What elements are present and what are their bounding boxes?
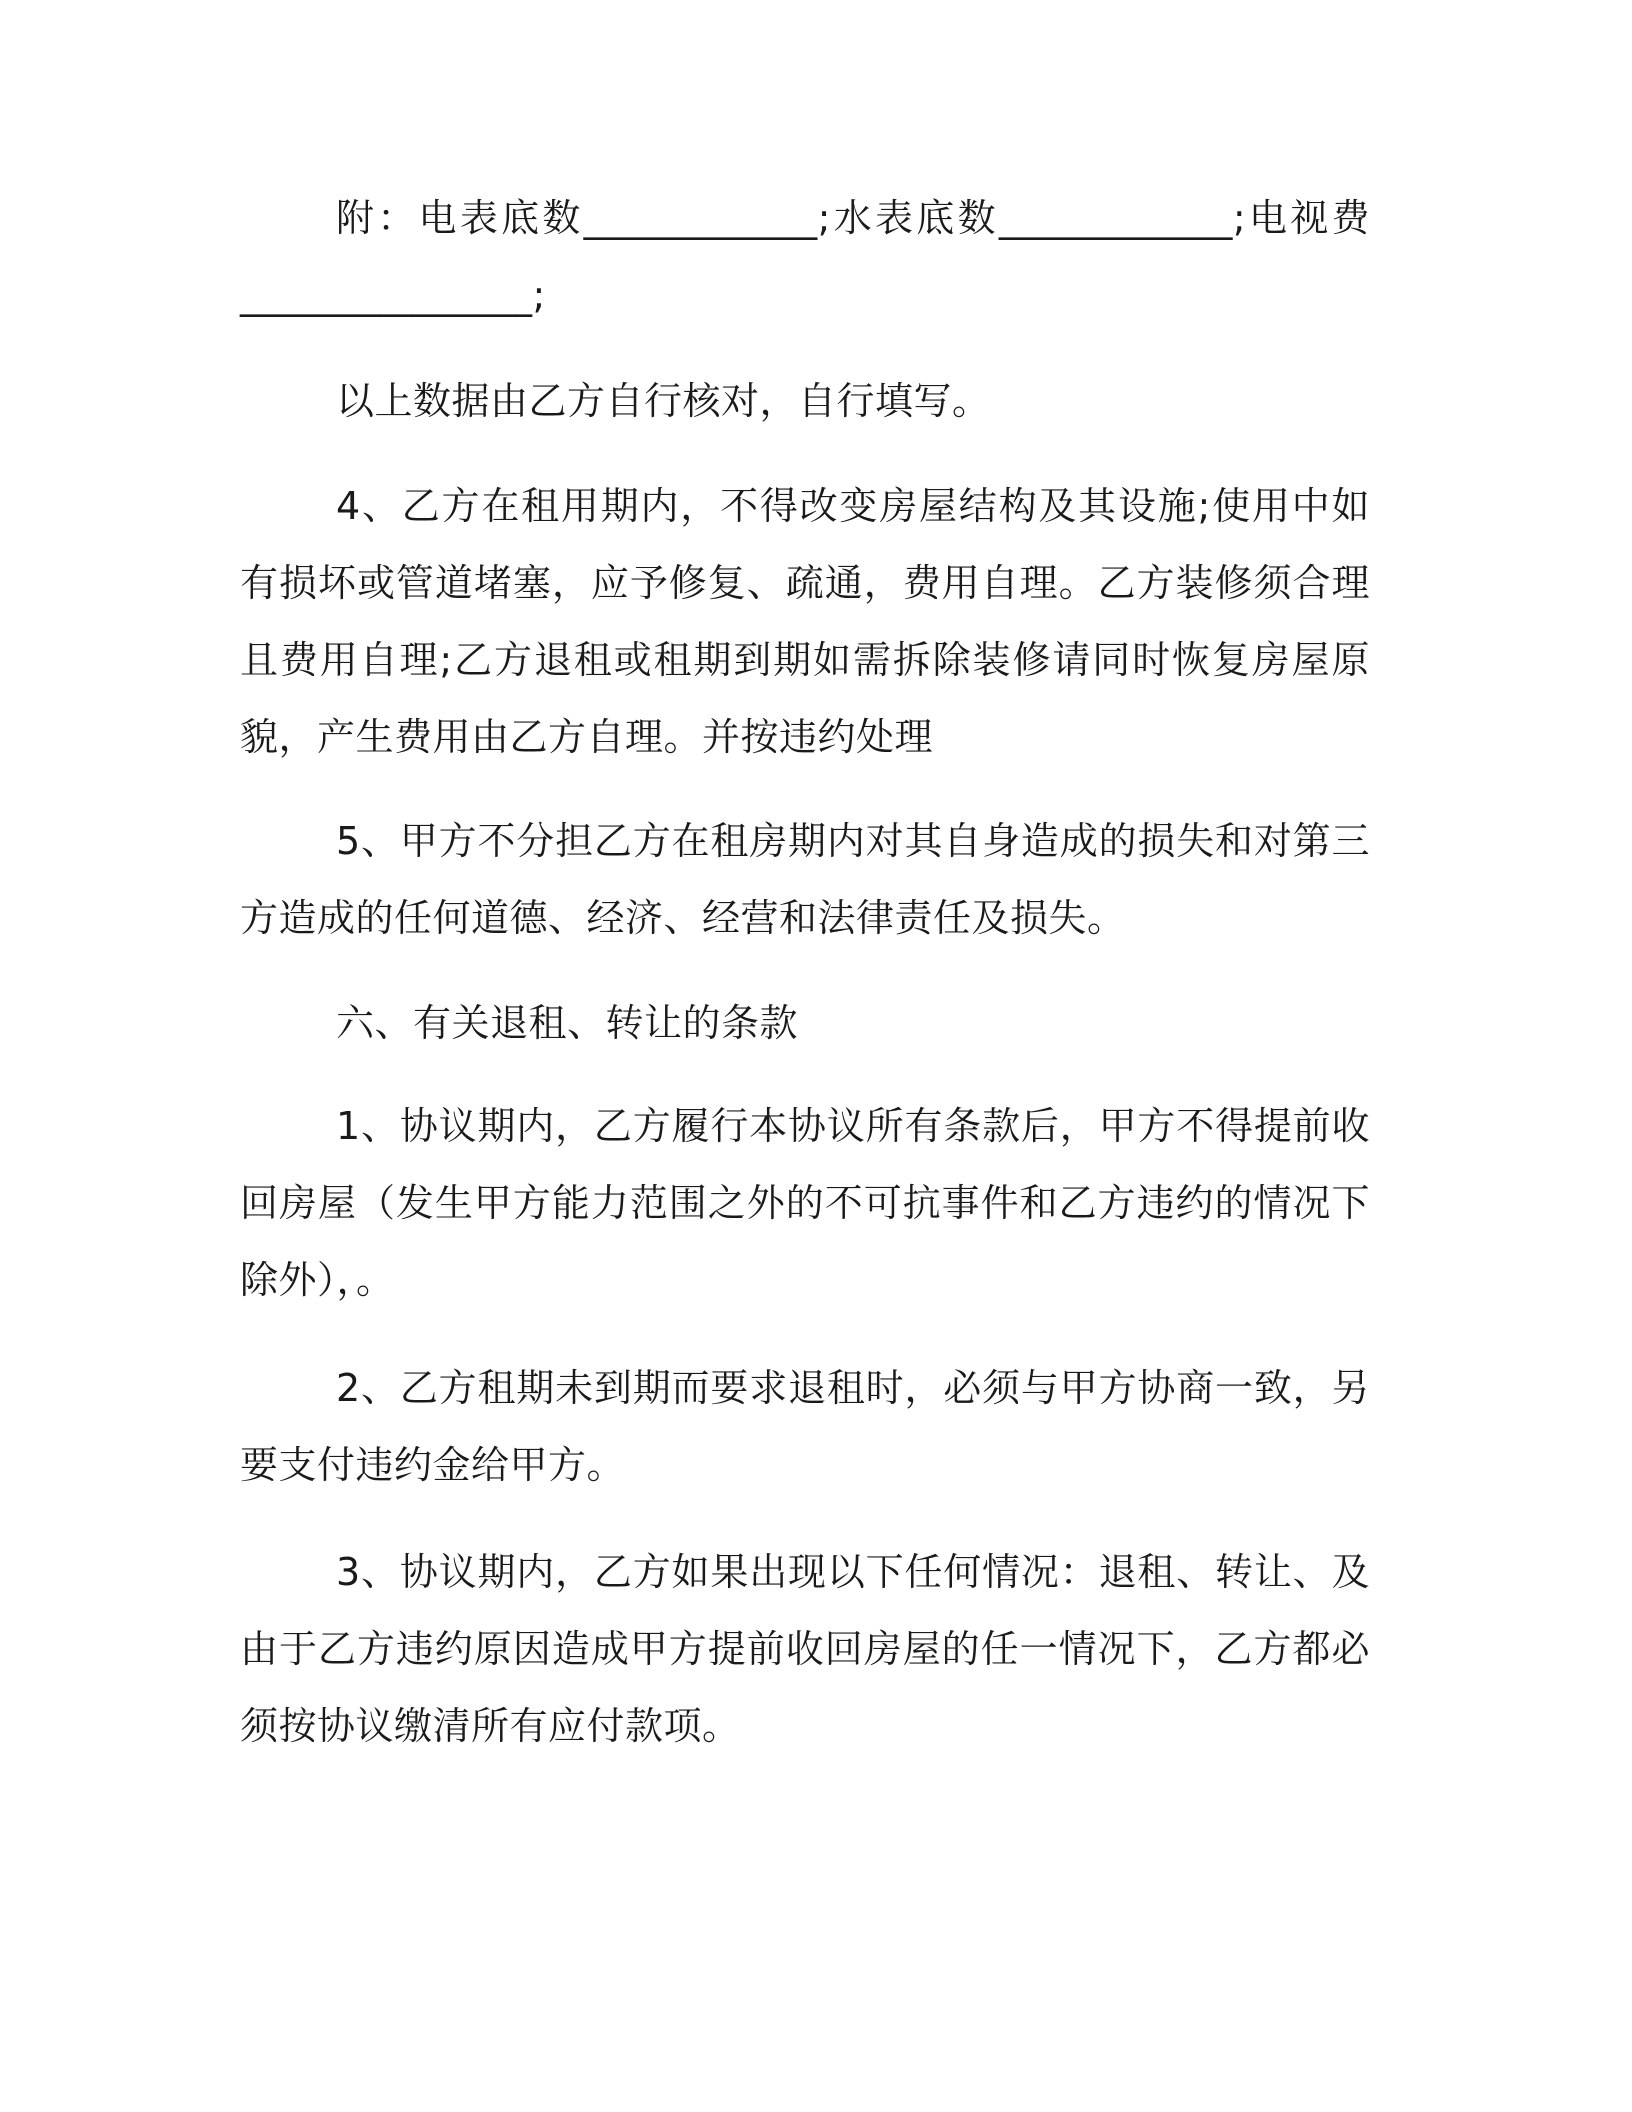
- section-6-clause-2-paragraph: 2、乙方租期未到期而要求退租时，必须与甲方协商一致，另要支付违约金给甲方。: [240, 1366, 1370, 1487]
- clause-4-paragraph: 4、乙方在租用期内，不得改变房屋结构及其设施;使用中如有损坏或管道堵塞，应予修复、疏通，费用自理。乙方装修须合理且费用自理;乙方退租或租期到期如需拆除装修请同时恢复房屋原貌，产生费用由乙方自理。并按违约处理: [240, 484, 1370, 759]
- self-verify-paragraph: 以上数据由乙方自行核对，自行填写。: [336, 379, 991, 423]
- section-6-clause-3-paragraph: 3、协议期内，乙方如果出现以下任何情况：退租、转让、及由于乙方违约原因造成甲方提前收回房屋的任一情况下，乙方都必须按协议缴清所有应付款项。: [240, 1550, 1370, 1748]
- document-page: [240, 0, 1370, 2112]
- section-6-clause-1-paragraph: 1、协议期内，乙方履行本协议所有条款后，甲方不得提前收回房屋（发生甲方能力范围之外的不可抗事件和乙方违约的情况下除外），。: [240, 1104, 1370, 1302]
- clause-5-paragraph: 5、甲方不分担乙方在租房期内对其自身造成的损失和对第三方造成的任何道德、经济、经营和法律责任及损失。: [240, 819, 1370, 940]
- meter-readings-paragraph: 附：电表底数____________;水表底数____________;电视费_______________;: [240, 196, 1370, 317]
- section-6-heading: 六、有关退租、转让的条款: [336, 1001, 799, 1045]
